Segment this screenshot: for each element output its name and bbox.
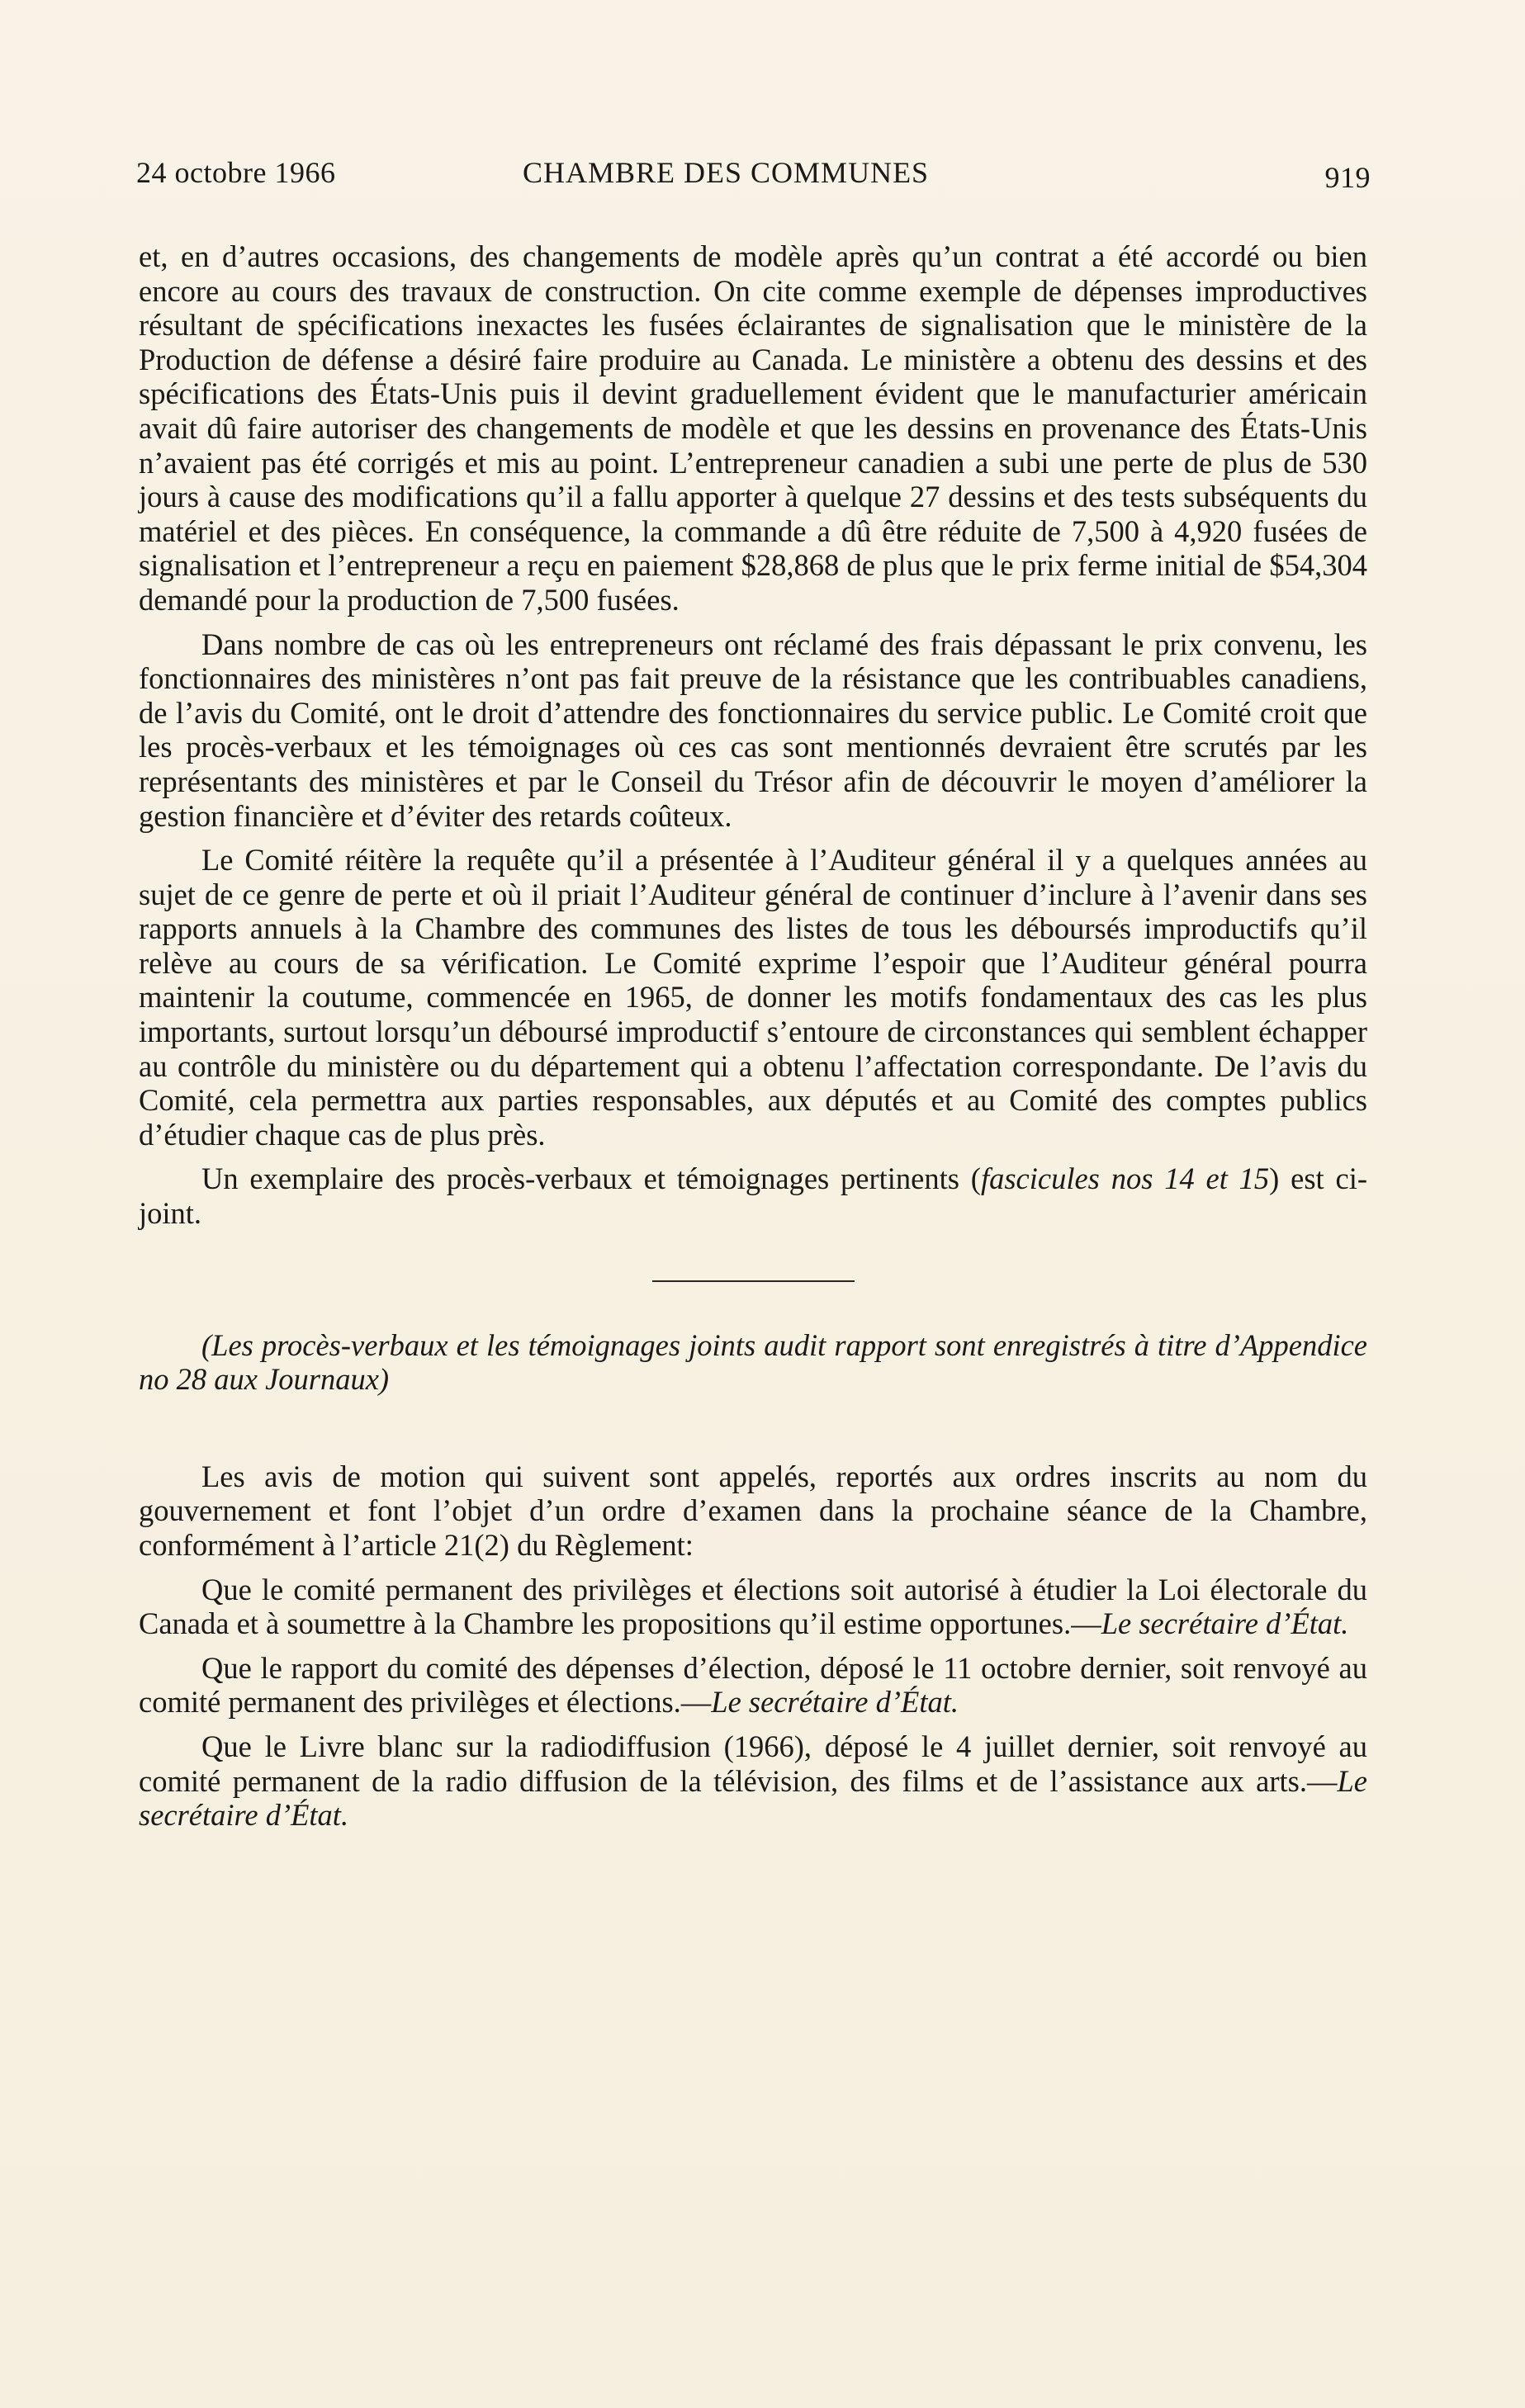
copy-line-prefix: Un exemplaire des procès-verbaux et témoignages pertinents ( xyxy=(201,1161,981,1196)
header-title: CHAMBRE DES COMMUNES xyxy=(523,156,930,189)
copy-line-fascicules: fascicules nos 14 et 15 xyxy=(980,1161,1270,1196)
motion-2-text: Que le rapport du comité des dépenses d’élection, déposé le 11 octobre dernier, soit renvoyé au comité permanent des privilèges et élections.— xyxy=(139,1650,1367,1720)
page-number: 919 xyxy=(1324,161,1371,194)
document-body xyxy=(139,239,1367,1843)
motion-1 xyxy=(139,1573,1367,1641)
header-date: 24 octobre 1966 xyxy=(136,156,336,189)
motion-3-text: Que le Livre blanc sur la radiodiffusion (1966), déposé le 4 juillet dernier, soit renvoyé au comité permanent de la radio diffusion de la télévision, des films et de l’assistance aux arts.— xyxy=(139,1729,1367,1798)
motions-intro: Les avis de motion qui suivent sont appelés, reportés aux ordres inscrits au nom du gouvernement et font l’objet d’un ordre d’examen dans la prochaine séance de la Chambre, conformément à l’article 21(2) du Règlement: xyxy=(139,1459,1367,1562)
copy-line-suffix: ) est ci-joint. xyxy=(139,1161,1367,1231)
motion-2 xyxy=(139,1651,1367,1720)
paragraph-1: et, en d’autres occasions, des changements de modèle après qu’un contrat a été accordé ou bien encore au cours des travaux de construction. On cite comme exemple de dépenses improductives résultant de spécifications inexactes les fusées éclairantes de signalisation que le ministère de la Production de défense a désiré faire produire au Canada. Le ministère a obtenu des dessins et des spécifications des États-Unis puis il devint graduellement évident que le manufacturier américain avait dû faire autoriser des changements de modèle et que les dessins en provenance des États-Unis n’avaient pas été corrigés et mis au point. L’entrepreneur canadien a subi une perte de plus de 530 jours à cause des modifications qu’il a fallu apporter à quelque 27 dessins et des tests subséquents du matériel et des pièces. En conséquence, la commande a dû être réduite de 7,500 à 4,920 fusées de signalisation et l’entrepreneur a reçu en paiement $28,868 de plus que le prix ferme initial de $54,304 demandé pour la production de 7,500 fusées. xyxy=(139,239,1367,617)
motion-2-signature: Le secrétaire d’État. xyxy=(711,1685,959,1720)
page-header xyxy=(136,155,1371,195)
motion-1-text: Que le comité permanent des privilèges et élections soit autorisé à étudier la Loi électorale du Canada et à soumettre à la Chambre les propositions qu’il estime opportunes.— xyxy=(139,1572,1367,1641)
section-divider xyxy=(652,1280,855,1282)
copy-line xyxy=(139,1161,1367,1230)
paragraph-2: Dans nombre de cas où les entrepreneurs ont réclamé des frais dépassant le prix convenu, les fonctionnaires des ministères n’ont pas fait preuve de la résistance que les contribuables canadiens, de l’avis du Comité, ont le droit d’attendre des fonctionnaires du service public. Le Comité croit que les procès-verbaux et les témoignages où ces cas sont mentionnés devraient être scrutés par les représentants des ministères et par le Conseil du Trésor afin de découvrir le moyen d’améliorer la gestion financière et d’éviter des retards coûteux. xyxy=(139,627,1367,833)
motion-1-signature: Le secrétaire d’État. xyxy=(1101,1606,1349,1641)
appendix-note: (Les procès-verbaux et les témoignages joints audit rapport sont enregistrés à titre d’Appendice no 28 aux Journaux) xyxy=(139,1327,1367,1397)
motion-3 xyxy=(139,1729,1367,1833)
paragraph-3: Le Comité réitère la requête qu’il a présentée à l’Auditeur général il y a quelques années au sujet de ce genre de perte et où il priait l’Auditeur général de continuer d’inclure à l’avenir dans ses rapports annuels à la Chambre des communes des listes de tous les déboursés improductifs qu’il relève au cours de sa vérification. Le Comité exprime l’espoir que l’Auditeur général pourra maintenir la coutume, commencée en 1965, de donner les motifs fondamentaux des cas les plus importants, surtout lorsqu’un déboursé improductif s’entoure de circonstances qui semblent échapper au contrôle du ministère ou du département qui a obtenu l’affectation correspondante. De l’avis du Comité, cela permettra aux parties responsables, aux députés et au Comité des comptes publics d’étudier chaque cas de plus près. xyxy=(139,843,1367,1152)
motion-3-signature: Le secrétaire d’État. xyxy=(139,1763,1367,1833)
